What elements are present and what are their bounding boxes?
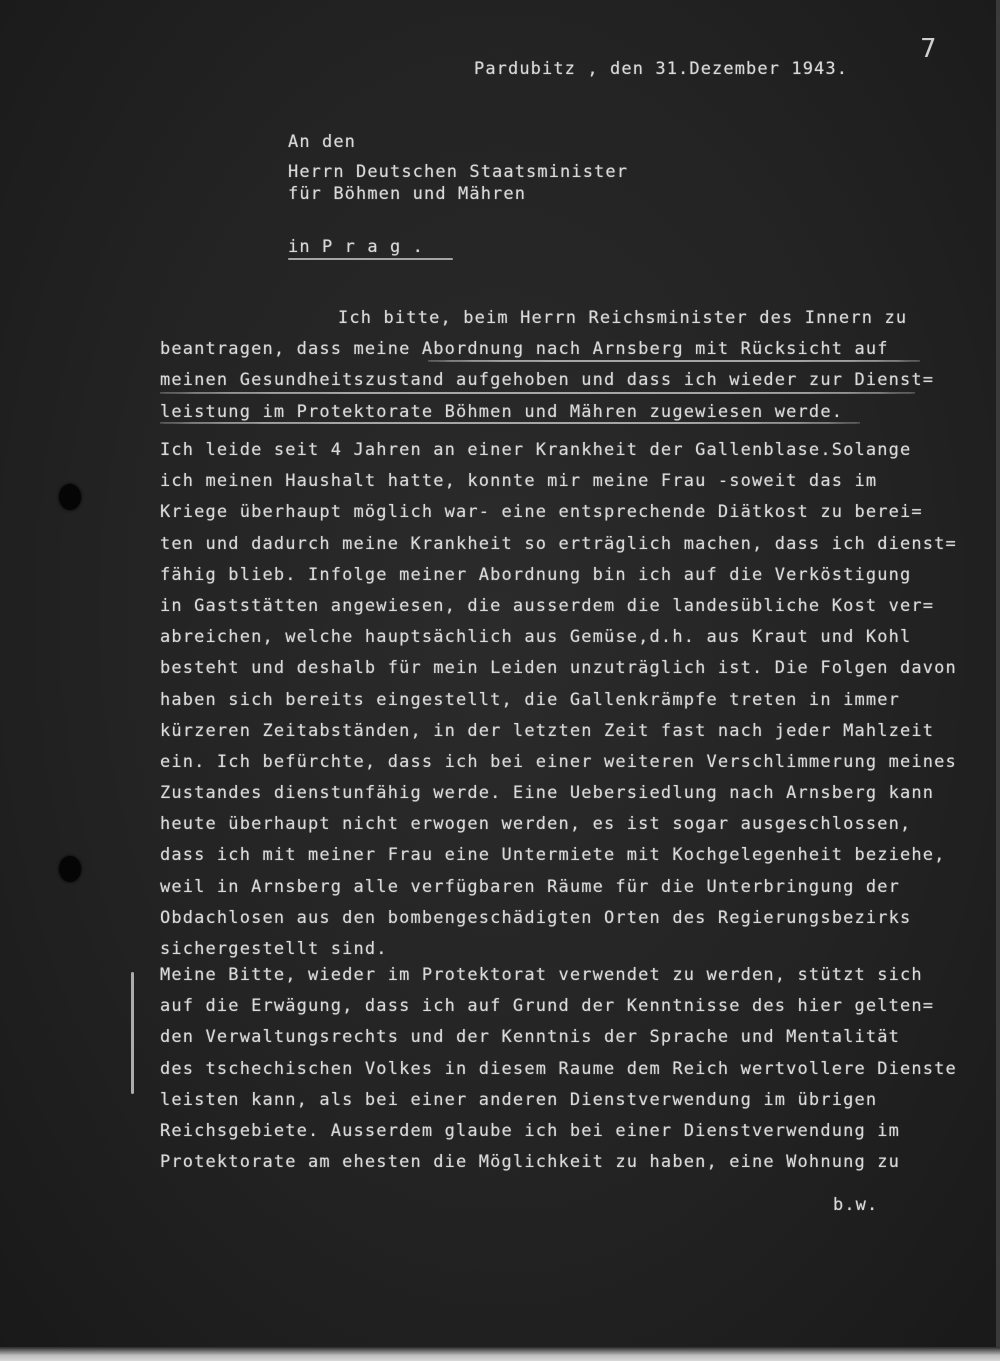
paragraph-request	[160, 303, 980, 428]
recipient-line-1: An den	[288, 132, 357, 152]
text-line: ein. Ich befürchte, dass ich bei einer weiteren Verschlimmerung meines	[160, 751, 957, 772]
page-number: 7	[920, 34, 937, 64]
hand-underline	[428, 360, 920, 362]
city-underline	[288, 258, 453, 260]
paper-edge	[0, 1347, 1000, 1361]
text-line: sichergestellt sind.	[160, 939, 388, 959]
text-line: Kriege überhaupt möglich war- eine entsprechende Diätkost zu berei=	[160, 502, 923, 523]
recipient-line-2: Herrn Deutschen Staatsminister	[288, 162, 629, 182]
text-line: des tschechischen Volkes in diesem Raume dem Reich wertvollere Dienste	[160, 1058, 957, 1079]
text-line: ten und dadurch meine Krankheit so erträglich machen, dass ich dienst=	[160, 533, 957, 554]
dateline: Pardubitz , den 31.Dezember 1943.	[474, 59, 849, 79]
hand-underline	[160, 392, 915, 394]
recipient-line-3: für Böhmen und Mähren	[288, 184, 527, 204]
text-line: besteht und deshalb für mein Leiden unzuträglich ist. Die Folgen davon	[160, 658, 957, 679]
text-line: auf die Erwägung, dass ich auf Grund der Kenntnisse des hier gelten=	[160, 996, 935, 1017]
text-line: Protektorate am ehesten die Möglichkeit zu haben, eine Wohnung zu	[160, 1152, 901, 1173]
text-line: leistung im Protektorate Böhmen und Mähren zugewiesen werde.	[160, 401, 844, 422]
text-line: fähig blieb. Infolge meiner Abordnung bin ich auf die Verköstigung	[160, 564, 912, 585]
text-line: ich meinen Haushalt hatte, konnte mir meine Frau -soweit das im	[160, 471, 878, 492]
punch-hole-lower	[59, 856, 81, 882]
punch-hole-upper	[59, 484, 81, 510]
text-line: kürzeren Zeitabständen, in der letzten Zeit fast nach jeder Mahlzeit	[160, 720, 935, 741]
text-line: heute überhaupt nicht erwogen werden, es ist sogar ausgeschlossen,	[160, 814, 912, 835]
text-line: Meine Bitte, wieder im Protektorat verwendet zu werden, stützt sich	[160, 965, 923, 985]
text-line: haben sich bereits eingestellt, die Gallenkrämpfe treten in immer	[160, 689, 901, 710]
text-line: leisten kann, als bei einer anderen Dienstverwendung im übrigen	[160, 1089, 878, 1110]
text-line: meinen Gesundheitszustand aufgehoben und dass ich wieder zur Dienst=	[160, 370, 935, 391]
text-line: Ich bitte, beim Herrn Reichsminister des Innern zu	[338, 308, 908, 328]
text-line: beantragen, dass meine Abordnung nach Arnsberg mit Rücksicht auf	[160, 339, 889, 360]
text-line: Obdachlosen aus den bombengeschädigten Orten des Regierungsbezirks	[160, 907, 912, 928]
text-line: in Gaststätten angewiesen, die ausserdem die landesübliche Kost ver=	[160, 595, 935, 616]
recipient-city: in P r a g .	[288, 237, 425, 257]
text-line: dass ich mit meiner Frau eine Untermiete mit Kochgelegenheit beziehe,	[160, 845, 946, 866]
turn-over-note: b.w.	[833, 1195, 879, 1215]
text-line: Reichsgebiete. Ausserdem glaube ich bei einer Dienstverwendung im	[160, 1120, 901, 1141]
paragraph-illness	[160, 435, 980, 965]
page-edge	[996, 0, 1000, 1361]
text-line: Zustandes dienstunfähig werde. Eine Uebersiedlung nach Arnsberg kann	[160, 783, 935, 804]
text-line: den Verwaltungsrechts und der Kenntnis der Sprache und Mentalität	[160, 1027, 901, 1048]
text-line: Ich leide seit 4 Jahren an einer Krankheit der Gallenblase.Solange	[160, 440, 912, 460]
hand-underline	[160, 422, 860, 424]
margin-mark	[131, 972, 134, 1094]
paragraph-reasons	[160, 960, 980, 1178]
text-line: weil in Arnsberg alle verfügbaren Räume für die Unterbringung der	[160, 876, 901, 897]
text-line: abreichen, welche hauptsächlich aus Gemüse,d.h. aus Kraut und Kohl	[160, 627, 912, 648]
